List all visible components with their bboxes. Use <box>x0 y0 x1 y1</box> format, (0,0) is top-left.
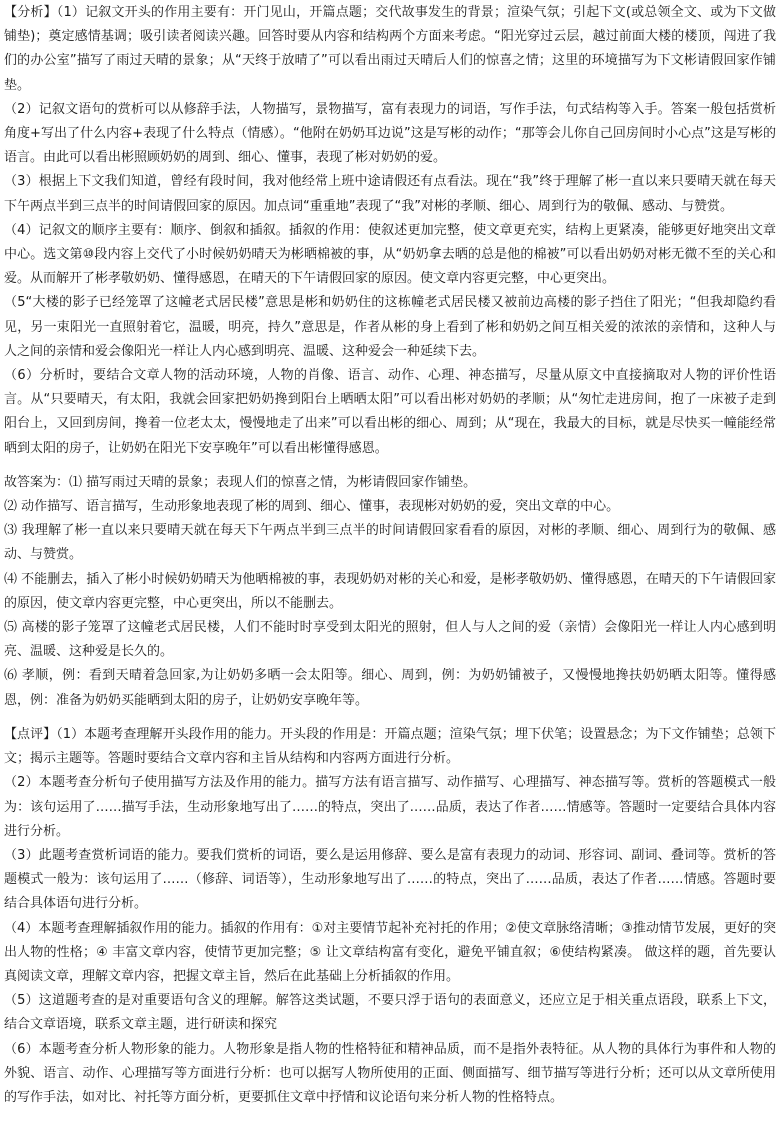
comment-paragraph-1: 【点评】（1）本题考查理解开头段作用的能力。开头段的作用是：开篇点题；渲染气氛；埋下伏笔；设置悬念；为下文作铺垫；总领下文；揭示主题等。答题时要结合文章内容和主旨从结构和内容两方面进行分析。 <box>4 726 776 767</box>
comment-paragraph-4: （4）本题考查理解插叙作用的能力。插叙的作用有：①对主要情节起补充衬托的作用；②使文章脉络清晰；③推动情节发展，更好的突出人物的性格；④ 丰富文章内容，使情节更加完整；⑤ 让文章结构富有变化，避免平铺直叙；⑥使结构紧凑。 做这样的题，首先要认真阅读文章，理解文章内容，把握文章主旨，然后在此基础上分析插叙的作用。 <box>4 920 776 984</box>
comment-paragraph-6: （6）本题考查分析人物形象的能力。人物形象是指人物的性格特征和精神品质，而不是指外表特征。从人物的具体行为事件和人物的外貌、语言、动作、心理描写等方面进行分析：也可以据写人物所使用的正面、侧面描写、细节描写等进行分析；还可以从文章所使用的写作手法，如对比、衬托等方面分析，更要抓住文章中抒情和议论语句来分析人物的性格特点。 <box>4 1041 776 1105</box>
answer-line-1: 故答案为：⑴ 描写雨过天晴的景象；表现人们的惊喜之情，为彬请假回家作铺垫。 <box>4 474 477 490</box>
answer-line-2: ⑵ 动作描写、语言描写，生动形象地表现了彬的周到、细心、懂事，表现彬对奶奶的爱，突出文章的中心。 <box>4 499 620 515</box>
answers-section <box>4 471 776 713</box>
section-spacer <box>4 713 776 723</box>
comment-paragraph-3: （3）此题考查赏析词语的能力。要我们赏析的词语，要么是运用修辞、要么是富有表现力的动词、形容词、副词、叠词等。赏析的答题模式一般为：该句运用了……（修辞、词语等），生动形象地写出了……的特点，突出了……品质，表达了作者……情感。答题时要结合具体语句进行分析。 <box>4 847 776 912</box>
comment-paragraph-5: （5）这道题考查的是对重要语句含义的理解。解答这类试题，不要只浮于语句的表面意义，还应立足于相关重点语段，联系上下文，结合文章语境，联系文章主题，进行研读和探究 <box>4 993 776 1033</box>
analysis-paragraph-5: （5“大楼的影子已经笼罩了这幢老式居民楼”意思是彬和奶奶住的这栋幢老式居民楼又被前边高楼的影子挡住了阳光；“但我却隐约看见，另一束阳光一直照射着它，温暖，明亮，持久”意思是，作者从彬的身上看到了彬和奶奶之间互相关爱的浓浓的亲情和，这种人与人之间的亲情和爱会像阳光一样让人内心感到明亮、温暖、这种爱会一种延续下去。 <box>4 295 776 359</box>
comment-paragraph-2: （2）本题考查分析句子使用描写方法及作用的能力。描写方法有语言描写、动作描写、心理描写、神态描写等。赏析的答题模式一般为：该句运用了……描写手法，生动形象地写出了……的特点，突出了……品质，表达了作者……情感等。答题时一定要结合具体内容进行分析。 <box>4 775 776 839</box>
answer-line-4: ⑷ 不能删去，插入了彬小时候奶奶晴天为他晒棉被的事，表现奶奶对彬的关心和爱，是彬孝敬奶奶、懂得感恩，在晴天的下午请假回家的原因，使文章内容更完整，中心更突出，所以不能删去。 <box>4 571 776 611</box>
section-spacer <box>4 461 776 471</box>
analysis-paragraph-2: （2）记叙文语句的赏析可以从修辞手法，人物描写，景物描写，富有表现力的词语，写作手法，句式结构等入手。答案一般包括赏析角度+写出了什么内容+表现了什么特点（情感）。“他附在奶奶耳边说”这是写彬的动作；“那等会儿你自己回房间时小心点”这是写彬的语言。由此可以看出彬照顾奶奶的周到、细心、懂事，表现了彬对奶奶的爱。 <box>4 101 776 166</box>
answer-line-5: ⑸ 高楼的影子笼罩了这幢老式居民楼，人们不能时时享受到太阳光的照射，但人与人之间的爱（亲情）会像阳光一样让人内心感到明亮、温暖、这种爱是长久的。 <box>4 620 776 660</box>
analysis-paragraph-1: 【分析】（1）记叙文开头的作用主要有：开门见山，开篇点题；交代故事发生的背景；渲染气氛；引起下文(或总领全文、或为下文做铺垫)；奠定感情基调；吸引读者阅读兴趣。回答时要从内容和结构两个方面来考虑。“阳光穿过云层，越过前面大楼的楼顶，闯进了我们的办公室”描写了雨过天晴的景象；从“天终于放晴了”可以看出雨过天晴后人们的惊喜之情；这里的环境描写为下文彬请假回家作铺垫。 <box>4 5 776 93</box>
analysis-paragraph-6: （6）分析时，要结合文章人物的活动环境，人物的肖像、语言、动作、心理、神态描写，尽量从原文中直接摘取对人物的评价性语言。从“只要晴天，有太阳，我就会回家把奶奶搀到阳台上晒晒太阳”可以看出彬对奶奶的孝顺；从“匆忙走进房间，抱了一床被子走到阳台上，又回到房间，搀着一位老太太，慢慢地走了出来”可以看出彬的细心、周到；从“现在，我最大的目标，就是尽快买一幢能经常晒到太阳的房子，让奶奶在阳光下安享晚年”可以看出彬懂得感恩。 <box>4 368 776 456</box>
analysis-paragraph-3: （3）根据上下文我们知道，曾经有段时间，我对他经常上班中途请假还有点看法。现在“我”终于理解了彬一直以来只要晴天就在每天下午两点半到三点半的时间请假回家的原因。加点词“重重地”表现了“我”对彬的孝顺、细心、周到行为的敬佩、感动、与赞赏。 <box>4 174 776 214</box>
answer-line-3: ⑶ 我理解了彬一直以来只要晴天就在每天下午两点半到三点半的时间请假回家看看的原因，对彬的孝顺、细心、周到行为的敬佩、感动、与赞赏。 <box>4 523 776 563</box>
answer-line-6: ⑹ 孝顺，例：看到天晴着急回家,为让奶奶多晒一会太阳等。细心、周到，例：为奶奶铺被子，又慢慢地搀扶奶奶晒太阳等。懂得感恩，例：准备为奶奶买能晒到太阳的房子，让奶奶安享晚年等。 <box>4 668 776 708</box>
comments-section <box>4 723 776 1110</box>
analysis-section <box>4 1 776 461</box>
analysis-paragraph-4: （4）记叙文的顺序主要有：顺序、倒叙和插叙。插叙的作用：使叙述更加完整，使文章更充实，结构上更紧凑，能够更好地突出文章中心。选文第⑩段内容上交代了小时候奶奶晴天为彬晒棉被的事，从“奶奶拿去晒的总是他的棉被”可以看出奶奶对彬无微不至的关心和爱。从而解开了彬孝敬奶奶、懂得感恩，在晴天的下午请假回家的原因。使文章内容更完整，中心更突出。 <box>4 222 776 287</box>
